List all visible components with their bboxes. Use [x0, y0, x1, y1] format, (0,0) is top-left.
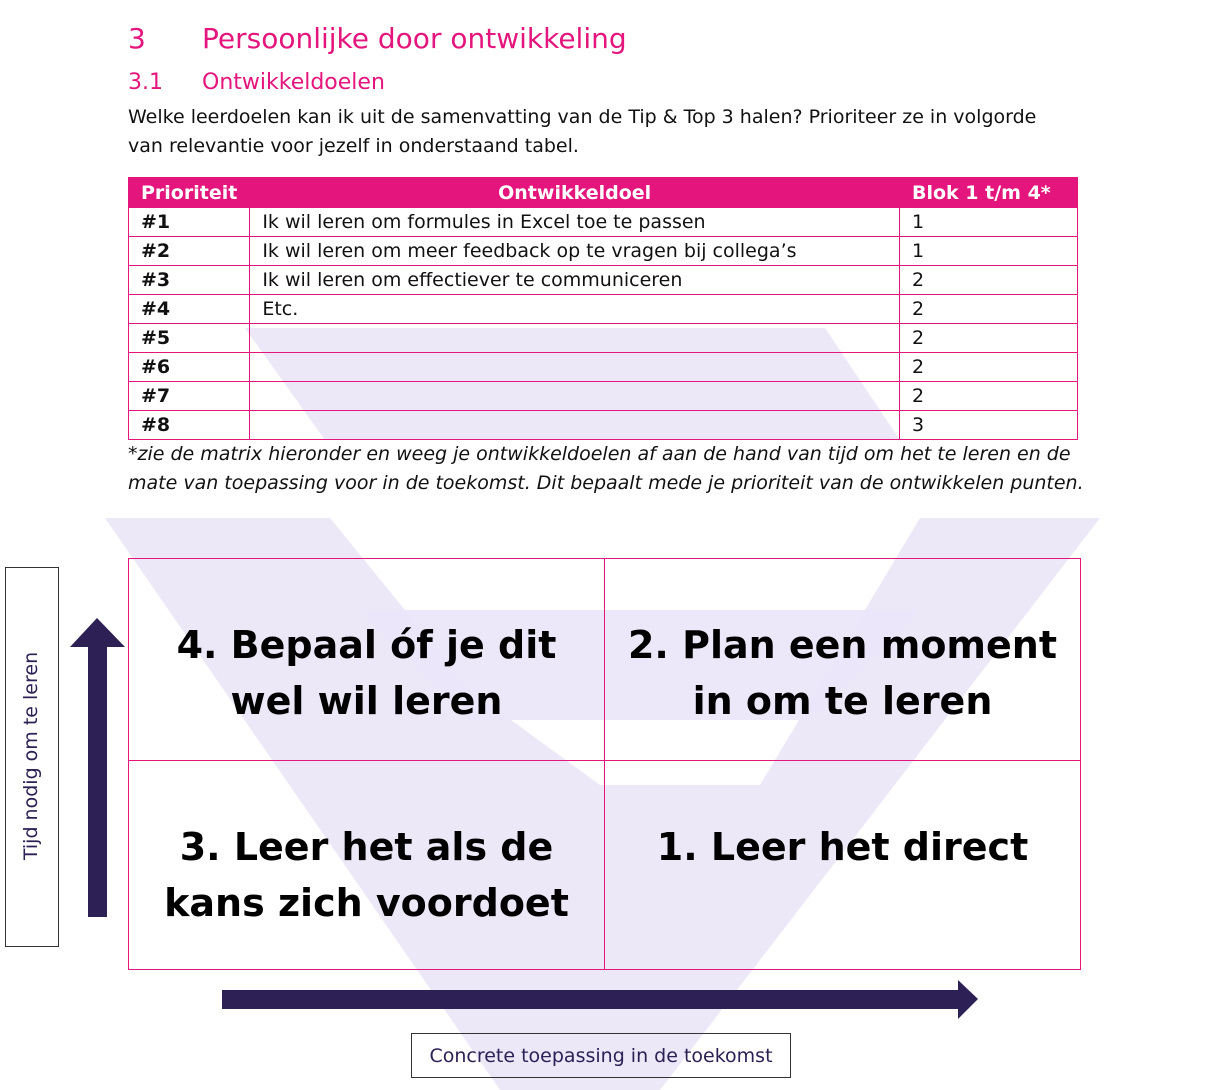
block-cell[interactable]: 2	[900, 353, 1078, 382]
table-header-row	[129, 178, 1078, 208]
table-row	[129, 208, 1078, 237]
goal-cell[interactable]	[250, 353, 900, 382]
priority-cell: #5	[129, 324, 250, 353]
x-axis-label: Concrete toepassing in de toekomst	[429, 1044, 773, 1067]
quadrant-top-left: 4. Bepaal óf je dit wel wil leren	[176, 623, 557, 723]
priority-cell: #7	[129, 382, 250, 411]
priority-cell: #1	[129, 208, 250, 237]
goal-cell[interactable]	[250, 411, 900, 440]
block-cell[interactable]: 2	[900, 382, 1078, 411]
intro-paragraph: Welke leerdoelen kan ik uit de samenvatting van de Tip & Top 3 halen? Prioriteer ze in volgorde van relevantie voor jezelf in onderstaand tabel.	[128, 106, 1037, 157]
quadrant-bottom-left: 3. Leer het als de kans zich voordoet	[164, 825, 569, 925]
section-number: 3	[128, 22, 146, 55]
goal-cell[interactable]: Etc.	[250, 295, 900, 324]
table-row	[129, 295, 1078, 324]
section-title: Persoonlijke door ontwikkeling	[202, 22, 627, 55]
x-axis-label-box	[411, 1033, 791, 1078]
subsection-number: 3.1	[128, 70, 163, 95]
footnote: *zie de matrix hieronder en weeg je ontwikkeldoelen af aan de hand van tijd om het te leren en de mate van toepassing voor in de toekomst. Dit bepaalt mede je prioriteit van de ontwikkelen punten.	[128, 443, 1084, 494]
block-cell[interactable]: 2	[900, 266, 1078, 295]
table-row	[129, 382, 1078, 411]
table-row	[129, 237, 1078, 266]
goal-cell[interactable]: Ik wil leren om formules in Excel toe te passen	[250, 208, 900, 237]
quadrant-top-right: 2. Plan een moment in om te leren	[627, 623, 1058, 723]
subsection-title: Ontwikkeldoelen	[202, 70, 385, 95]
priority-cell: #3	[129, 266, 250, 295]
block-cell[interactable]: 2	[900, 324, 1078, 353]
quadrant-bottom-right: 1. Leer het direct	[656, 825, 1029, 869]
table-row	[129, 353, 1078, 382]
matrix-vertical-divider	[604, 559, 605, 969]
priority-cell: #4	[129, 295, 250, 324]
goal-cell[interactable]: Ik wil leren om meer feedback op te vragen bij collega’s	[250, 237, 900, 266]
block-cell[interactable]: 3	[900, 411, 1078, 440]
priority-cell: #8	[129, 411, 250, 440]
section-heading	[128, 22, 627, 55]
header-priority: Prioriteit	[129, 178, 250, 208]
goal-cell[interactable]: Ik wil leren om effectiever te communiceren	[250, 266, 900, 295]
goal-cell[interactable]	[250, 382, 900, 411]
priority-matrix	[128, 558, 1081, 970]
block-cell[interactable]: 1	[900, 208, 1078, 237]
block-cell[interactable]: 2	[900, 295, 1078, 324]
table-row	[129, 411, 1078, 440]
goals-table	[128, 177, 1078, 440]
header-block: Blok 1 t/m 4*	[900, 178, 1078, 208]
table-row	[129, 266, 1078, 295]
goal-cell[interactable]	[250, 324, 900, 353]
subsection-heading	[128, 70, 385, 95]
table-row	[129, 324, 1078, 353]
y-axis-label: Tijd nodig om te leren	[20, 651, 42, 861]
header-goal: Ontwikkeldoel	[250, 178, 900, 208]
priority-cell: #6	[129, 353, 250, 382]
matrix-horizontal-divider	[129, 760, 1080, 761]
priority-cell: #2	[129, 237, 250, 266]
block-cell[interactable]: 1	[900, 237, 1078, 266]
